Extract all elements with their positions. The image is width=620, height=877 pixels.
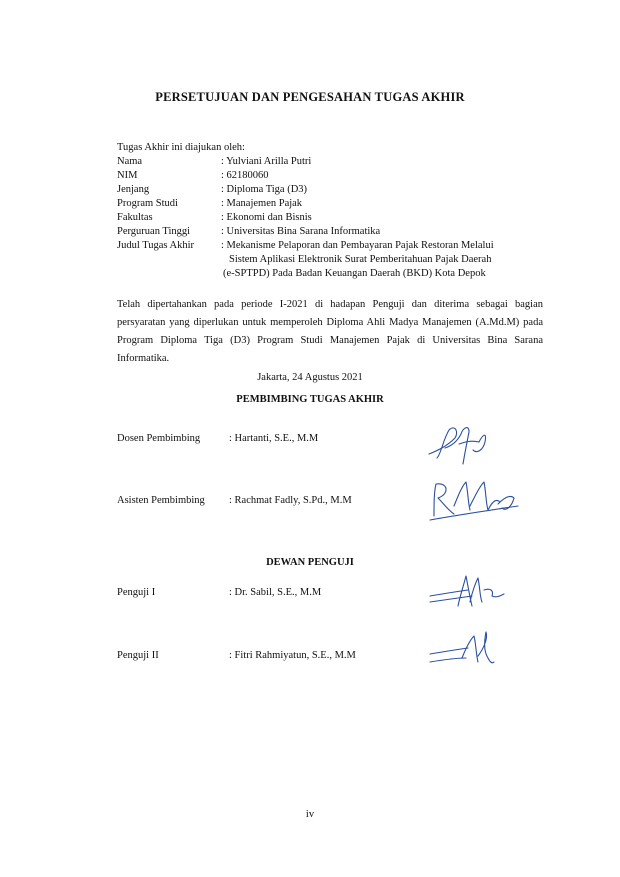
judul-line-2: Sistem Aplikasi Elektronik Surat Pemberitahuan Pajak Daerah: [229, 254, 492, 265]
dosen-pembimbing-value: : Hartanti, S.E., M.M: [229, 433, 319, 444]
field-label-nim: NIM: [117, 170, 138, 181]
field-label-fakultas: Fakultas: [117, 212, 153, 223]
penguji-2-label: Penguji II: [117, 650, 159, 661]
field-value-nim: : 62180060: [221, 170, 269, 181]
field-label-program-studi: Program Studi: [117, 198, 178, 209]
signature-penguji-2: [428, 628, 498, 670]
field-value-nama: : Yulviani Arilla Putri: [221, 156, 312, 167]
signature-dosen-pembimbing: [425, 420, 495, 470]
intro-text: Tugas Akhir ini diajukan oleh:: [117, 142, 245, 153]
penguji-2-value: : Fitri Rahmiyatun, S.E., M.M: [229, 650, 356, 661]
place-date: Jakarta, 24 Agustus 2021: [257, 372, 363, 383]
penguji-1-value: : Dr. Sabil, S.E., M.M: [229, 587, 322, 598]
field-value-program-studi: : Manajemen Pajak: [221, 198, 303, 209]
page-number: iv: [305, 809, 315, 820]
field-value-jenjang: : Diploma Tiga (D3): [221, 184, 308, 195]
penguji-heading: DEWAN PENGUJI: [266, 557, 354, 568]
body-paragraph: Telah dipertahankan pada periode I-2021 di hadapan Penguji dan diterima sebagai bagian persyaratan yang diperlukan untuk memperoleh Diploma Ahli Madya Manajemen (A.Md.M) pada Program Diploma Tiga (D3) Program Studi Manajemen Pajak di Universitas Bina Sarana Informatika.: [117, 299, 543, 364]
dosen-pembimbing-label: Dosen Pembimbing: [117, 433, 201, 444]
page-title: PERSETUJUAN DAN PENGESAHAN TUGAS AKHIR: [155, 90, 465, 104]
field-label-perguruan-tinggi: Perguruan Tinggi: [117, 226, 191, 237]
penguji-1-label: Penguji I: [117, 587, 156, 598]
asisten-pembimbing-label: Asisten Pembimbing: [117, 495, 205, 506]
judul-line-3: (e-SPTPD) Pada Badan Keuangan Daerah (BKD) Kota Depok: [223, 268, 486, 279]
asisten-pembimbing-value: : Rachmat Fadly, S.Pd., M.M: [229, 495, 352, 506]
pembimbing-heading: PEMBIMBING TUGAS AKHIR: [236, 394, 384, 405]
signature-penguji-1: [428, 572, 508, 612]
field-value-judul: : Mekanisme Pelaporan dan Pembayaran Pajak Restoran Melalui: [221, 240, 494, 251]
field-value-fakultas: : Ekonomi dan Bisnis: [221, 212, 312, 223]
signature-asisten-pembimbing: [428, 476, 524, 526]
field-value-perguruan-tinggi: : Universitas Bina Sarana Informatika: [221, 226, 381, 237]
field-label-nama: Nama: [117, 156, 143, 167]
field-label-jenjang: Jenjang: [117, 184, 150, 195]
field-label-judul: Judul Tugas Akhir: [117, 240, 195, 251]
